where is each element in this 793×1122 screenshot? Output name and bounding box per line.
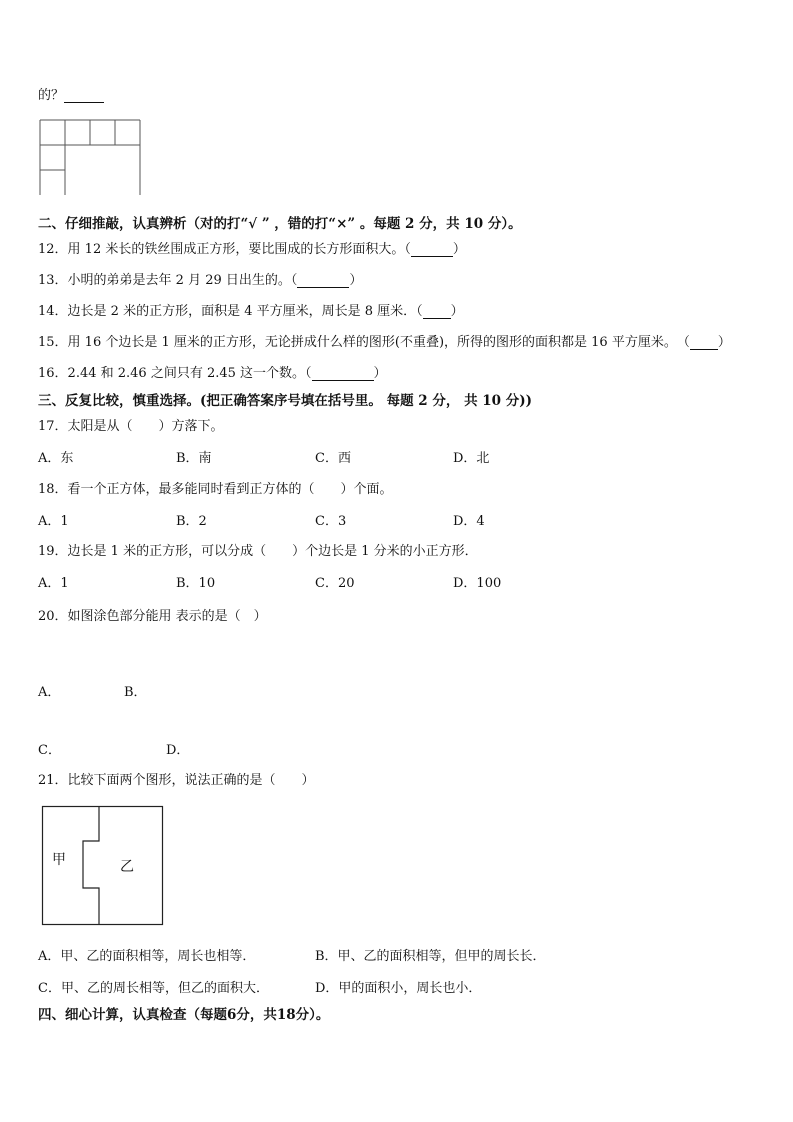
question-17: 17．太阳是从（ ）方落下。 [38, 419, 224, 434]
section-3-header: 三、反复比较，慎重选择。(把正确答案序号填在括号里。 每题 2 分， 共 10 分)) [38, 393, 533, 409]
question-21: 21．比较下面两个图形，说法正确的是（ ） [38, 773, 315, 788]
option-b[interactable]: B．2 [176, 514, 207, 529]
option-b[interactable]: B． [124, 685, 147, 700]
option-b[interactable]: B．南 [176, 451, 212, 466]
option-c[interactable]: C．甲、乙的周长相等，但乙的面积大． [38, 981, 269, 996]
question-18: 18．看一个正方体，最多能同时看到正方体的（ ）个面。 [38, 482, 393, 497]
option-d[interactable]: D．北 [453, 451, 490, 466]
answer-blank[interactable] [411, 244, 453, 257]
option-c[interactable]: C．3 [315, 514, 347, 529]
question-19: 19．边长是 1 米的正方形，可以分成（ ）个边长是 1 分米的小正方形． [38, 544, 478, 559]
question-14: 14．边长是 2 米的正方形，面积是 4 平方厘米，周长是 8 厘米．（ ） [38, 304, 464, 319]
question-15: 15．用 16 个边长是 1 厘米的正方形，无论拼成什么样的图形(不重叠)，所得的图形的面积都是 16 平方厘米。 （ ） [38, 335, 731, 350]
option-d[interactable]: D．甲的面积小，周长也小． [315, 981, 482, 996]
answer-blank[interactable] [690, 337, 718, 350]
label-yi: 乙 [120, 859, 134, 875]
option-a[interactable]: A．东 [38, 451, 74, 466]
answer-blank[interactable] [312, 368, 374, 381]
option-b[interactable]: B．甲、乙的面积相等，但甲的周长长． [315, 949, 546, 964]
grid-figure [40, 120, 142, 196]
option-a[interactable]: A． [38, 685, 61, 700]
answer-blank[interactable] [297, 275, 349, 288]
option-c[interactable]: C．20 [315, 576, 355, 591]
answer-blank[interactable] [423, 306, 451, 319]
dividing-line [83, 807, 99, 925]
option-a[interactable]: A．1 [38, 576, 69, 591]
section-4-header: 四、细心计算，认真检查（每题6分，共18分）。 [38, 1007, 330, 1023]
question-13: 13．小明的弟弟是去年 2 月 29 日出生的。（ ） [38, 273, 363, 288]
option-d[interactable]: D．4 [453, 514, 485, 529]
label-jia: 甲 [52, 852, 66, 868]
question-12: 12．用 12 米长的铁丝围成正方形，要比围成的长方形面积大。（ ） [38, 242, 466, 257]
option-d[interactable]: D．100 [453, 576, 502, 591]
section-2-header: 二、仔细推敲，认真辨析（对的打“√ ” ，错的打“×” 。每题 2 分，共 10 分）。 [38, 216, 522, 232]
question-16: 16．2.44 和 2.46 之间只有 2.45 这一个数。（ ） [38, 366, 387, 381]
fragment-text: 的？ [38, 88, 65, 103]
shape-comparison-figure [42, 806, 164, 928]
option-c[interactable]: C．西 [315, 451, 351, 466]
question-fragment [38, 84, 104, 103]
question-20: 20．如图涂色部分能用 表示的是（ ） [38, 609, 267, 624]
option-c[interactable]: C． [38, 743, 61, 758]
option-d[interactable]: D． [166, 743, 190, 758]
option-b[interactable]: B．10 [176, 576, 216, 591]
option-a[interactable]: A．1 [38, 514, 69, 529]
option-a[interactable]: A．甲、乙的面积相等，周长也相等． [38, 949, 256, 964]
answer-blank[interactable] [64, 90, 104, 103]
